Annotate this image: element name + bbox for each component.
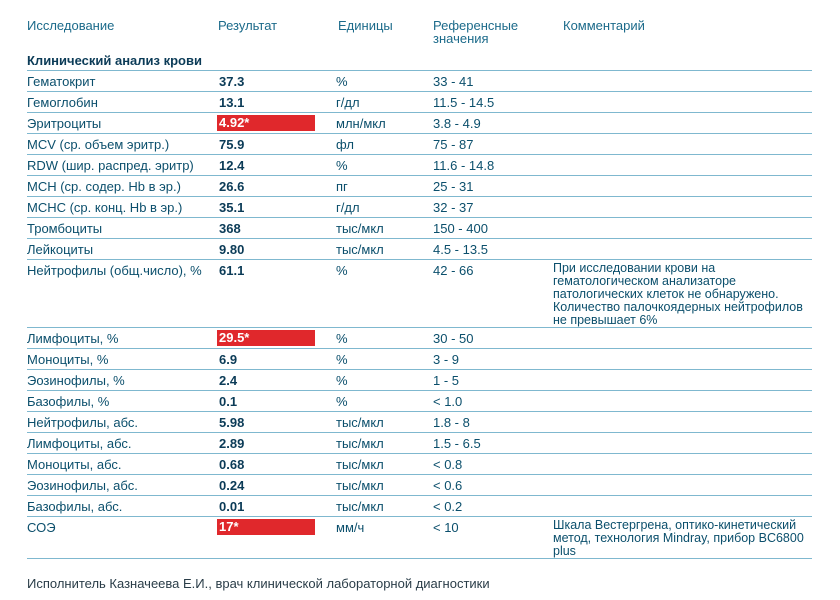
result-value: 0.68 [219, 457, 245, 472]
table-row [27, 134, 812, 155]
test-name: Гемоглобин [27, 95, 98, 110]
footer-signature: Исполнитель Казначеева Е.И., врач клинической лабораторной диагностики [27, 576, 490, 591]
table-row [27, 475, 812, 496]
table-row [27, 349, 812, 370]
table-row [27, 370, 812, 391]
result-value: 61.1 [219, 263, 245, 278]
unit: г/дл [336, 200, 360, 215]
test-name: Моноциты, абс. [27, 457, 122, 472]
unit: тыс/мкл [336, 242, 384, 257]
test-name: Базофилы, % [27, 394, 110, 409]
table-row [27, 197, 812, 218]
test-name: Эозинофилы, абс. [27, 478, 138, 493]
table-row [27, 391, 812, 412]
unit: тыс/мкл [336, 457, 384, 472]
result-value-flagged: 29.5* [217, 330, 315, 346]
result-value: 9.80 [219, 242, 245, 257]
result-value: 13.1 [219, 95, 245, 110]
result-value: 5.98 [219, 415, 245, 430]
table-row [27, 496, 812, 517]
reference-range: < 0.2 [433, 499, 463, 514]
unit: % [336, 373, 348, 388]
result-value-flagged: 17* [217, 519, 315, 535]
result-value: 368 [219, 221, 241, 236]
table-row [27, 155, 812, 176]
test-name: Лейкоциты [27, 242, 94, 257]
test-name: Эозинофилы, % [27, 373, 125, 388]
unit: % [336, 263, 348, 278]
table-row [27, 433, 812, 454]
unit: % [336, 394, 348, 409]
test-name: MCH (ср. содер. Hb в эр.) [27, 179, 181, 194]
unit: тыс/мкл [336, 436, 384, 451]
test-name: RDW (шир. распред. эритр) [27, 158, 194, 173]
test-name: Тромбоциты [27, 221, 103, 236]
unit: тыс/мкл [336, 221, 384, 236]
result-value-flagged: 4.92* [217, 115, 315, 131]
column-header-result: Результат [218, 18, 278, 33]
reference-range: 32 - 37 [433, 200, 474, 215]
column-header-units: Единицы [338, 18, 393, 33]
comment: Шкала Вестергрена, оптико-кинетический метод, технология Mindray, прибор BC6800 plus [553, 518, 804, 558]
table-row [27, 176, 812, 197]
table-row [27, 412, 812, 433]
unit: тыс/мкл [336, 478, 384, 493]
test-name: Лимфоциты, % [27, 331, 119, 346]
table-row [27, 218, 812, 239]
results-table [27, 71, 812, 559]
table-row [27, 328, 812, 349]
table-row [27, 92, 812, 113]
reference-range: 30 - 50 [433, 331, 474, 346]
reference-range: 1.5 - 6.5 [433, 436, 481, 451]
test-name: Нейтрофилы, абс. [27, 415, 139, 430]
test-name: СОЭ [27, 520, 56, 535]
reference-range: 25 - 31 [433, 179, 474, 194]
reference-range: 11.6 - 14.8 [433, 158, 495, 173]
comment: При исследовании крови на гематологическом анализаторе патологических клеток не обнаружено. Количество палочкоядерных нейтрофилов не превышает 6% [553, 261, 803, 327]
reference-range: 75 - 87 [433, 137, 474, 152]
result-value: 6.9 [219, 352, 238, 367]
reference-range: 42 - 66 [433, 263, 474, 278]
unit: млн/мкл [336, 116, 386, 131]
unit: тыс/мкл [336, 499, 384, 514]
column-header-comment: Комментарий [563, 18, 645, 33]
result-value: 0.01 [219, 499, 245, 514]
reference-range: 11.5 - 14.5 [433, 95, 495, 110]
column-header-study: Исследование [27, 18, 115, 33]
test-name: MCV (ср. объем эритр.) [27, 137, 170, 152]
result-value: 12.4 [219, 158, 245, 173]
test-name: Гематокрит [27, 74, 96, 89]
table-row [27, 239, 812, 260]
reference-range: 3 - 9 [433, 352, 460, 367]
table-row [27, 113, 812, 134]
result-value: 26.6 [219, 179, 245, 194]
reference-range: 1.8 - 8 [433, 415, 470, 430]
column-header-reference: Референсные значения [433, 18, 519, 46]
unit: % [336, 158, 348, 173]
reference-range: 4.5 - 13.5 [433, 242, 488, 257]
unit: мм/ч [336, 520, 365, 535]
test-name: Лимфоциты, абс. [27, 436, 132, 451]
test-name: Эритроциты [27, 116, 102, 131]
reference-range: 1 - 5 [433, 373, 460, 388]
table-row [27, 71, 812, 92]
table-row [27, 517, 812, 559]
unit: пг [336, 179, 348, 194]
reference-range: < 0.8 [433, 457, 463, 472]
unit: фл [336, 137, 354, 152]
result-value: 35.1 [219, 200, 245, 215]
unit: тыс/мкл [336, 415, 384, 430]
reference-range: < 0.6 [433, 478, 463, 493]
test-name: MCHC (ср. конц. Hb в эр.) [27, 200, 183, 215]
result-value: 2.4 [219, 373, 238, 388]
unit: % [336, 74, 348, 89]
test-name: Моноциты, % [27, 352, 109, 367]
table-row [27, 260, 812, 328]
result-value: 75.9 [219, 137, 245, 152]
table-row [27, 454, 812, 475]
reference-range: 33 - 41 [433, 74, 474, 89]
result-value: 0.1 [219, 394, 238, 409]
reference-range: < 1.0 [433, 394, 463, 409]
result-value: 2.89 [219, 436, 245, 451]
unit: г/дл [336, 95, 360, 110]
reference-range: 150 - 400 [433, 221, 488, 236]
unit: % [336, 352, 348, 367]
test-name: Базофилы, абс. [27, 499, 123, 514]
result-value: 37.3 [219, 74, 245, 89]
test-name: Нейтрофилы (общ.число), % [27, 263, 202, 278]
result-value: 0.24 [219, 478, 245, 493]
section-title: Клинический анализ крови [27, 53, 812, 71]
reference-range: 3.8 - 4.9 [433, 116, 481, 131]
reference-range: < 10 [433, 520, 459, 535]
unit: % [336, 331, 348, 346]
